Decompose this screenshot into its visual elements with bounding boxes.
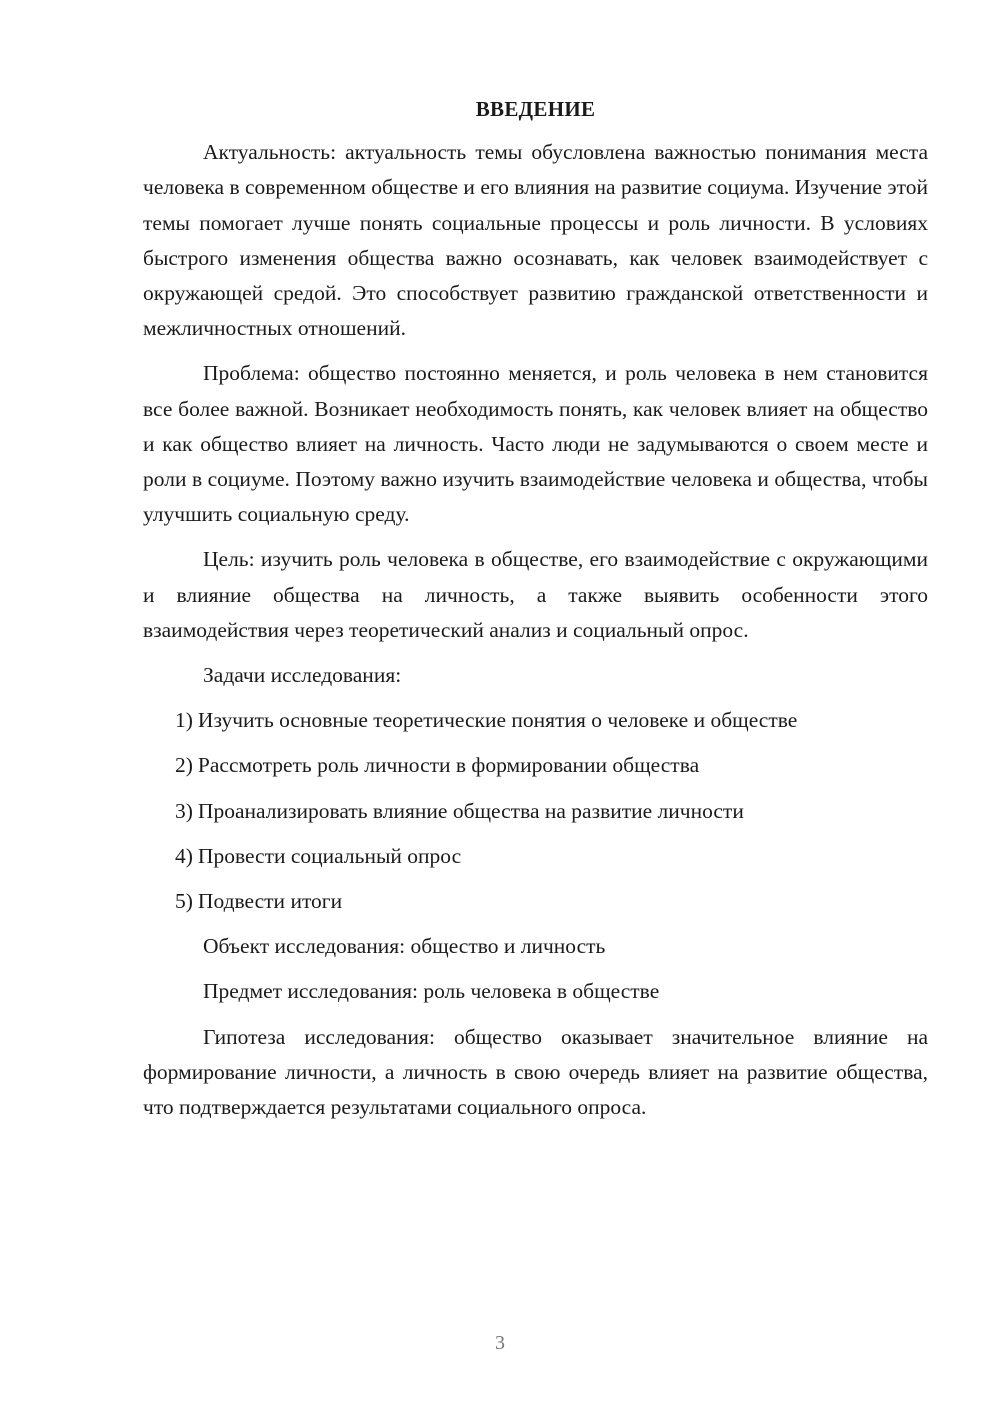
list-item (143, 884, 928, 919)
list-item (143, 794, 928, 829)
tasks-heading: Задачи исследования: (203, 663, 402, 688)
document-page (143, 92, 928, 1135)
list-item-number: 5) (175, 889, 193, 914)
list-item (143, 703, 928, 738)
tasks-list (143, 703, 928, 919)
problem-paragraph: Проблема: общество постоянно меняется, и роль человека в нем становится все более важной. Возникает необходимость понять, как человек влияет на общество и как общество влияет на личность. Часто люди не задумываются о своем месте и роли в социуме. Поэтому важно изучить взаимодействие человека и общества, чтобы улучшить социальную среду. (143, 361, 928, 527)
list-item-text: Изучить основные теоретические понятия о человеке и обществе (197, 708, 798, 733)
list-item-number: 2) (175, 753, 193, 778)
page-number: 3 (495, 1332, 505, 1354)
research-object: Объект исследования: общество и личность (203, 934, 606, 959)
research-subject: Предмет исследования: роль человека в обществе (203, 979, 660, 1004)
hypothesis-paragraph: Гипотеза исследования: общество оказывает значительное влияние на формирование личности, а личность в свою очередь влияет на развитие общества, что подтверждается результатами социального опроса. (143, 1024, 928, 1120)
relevance-paragraph: Актуальность: актуальность темы обусловлена важностью понимания места человека в современном обществе и его влияния на развитие социума. Изучение этой темы помогает лучше понять социальные процессы и роль личности. В условиях быстрого изменения общества важно осознавать, как человек взаимодействует с окружающей средой. Это способствует развитию гражданской ответственности и межличностных отношений. (143, 140, 928, 341)
goal-paragraph: Цель: изучить роль человека в обществе, его взаимодействие с окружающими и влияние общества на личность, а также выявить особенности этого взаимодействия через теоретический анализ и социальный опрос. (143, 547, 928, 642)
list-item-number: 3) (175, 798, 193, 823)
section-title: ВВЕДЕНИЕ (475, 97, 596, 121)
list-item-number: 1) (175, 708, 193, 733)
list-item-text: Проанализировать влияние общества на развитие личности (197, 798, 744, 823)
list-item-text: Рассмотреть роль личности в формировании общества (197, 753, 700, 778)
list-item (143, 748, 928, 783)
list-item-text: Подвести итоги (197, 889, 343, 914)
list-item (143, 839, 928, 874)
list-item-text: Провести социальный опрос (197, 843, 462, 868)
list-item-number: 4) (175, 843, 193, 868)
